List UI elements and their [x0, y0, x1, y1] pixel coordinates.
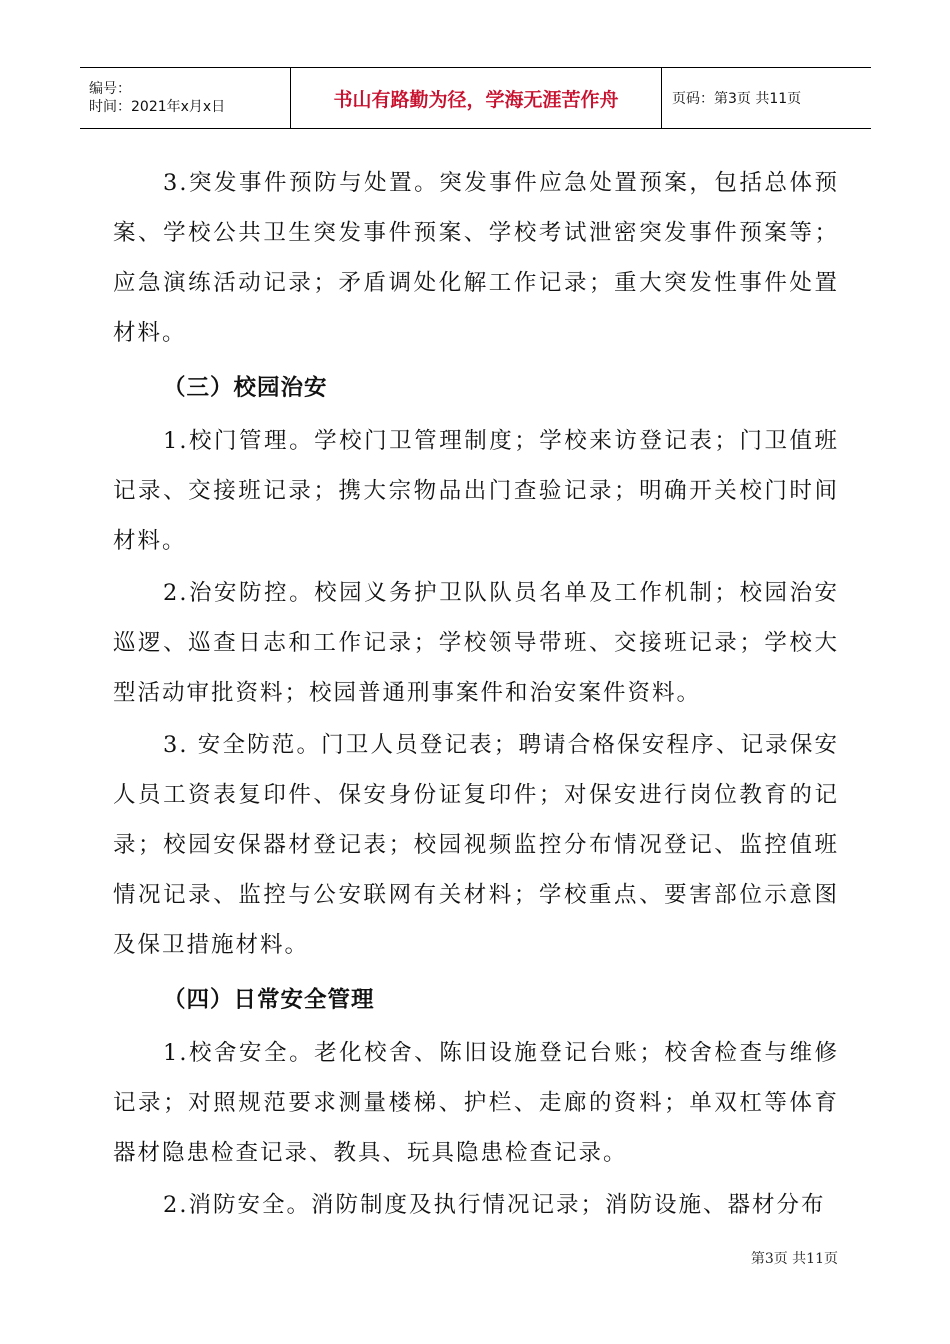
- header-meta: [80, 68, 291, 129]
- document-body: [113, 158, 839, 1232]
- paragraph-security-prevention: 3. 安全防范。门卫人员登记表；聘请合格保安程序、记录保安人员工资表复印件、保安身份证复印件；对保安进行岗位教育的记录；校园安保器材登记表；校园视频监控分布情况登记、监控值班情况记录、监控与公安联网有关材料；学校重点、要害部位示意图及保卫措施材料。: [113, 732, 839, 958]
- paragraph-emergency-handling: 3.突发事件预防与处置。突发事件应急处置预案，包括总体预案、学校公共卫生突发事件预案、学校考试泄密突发事件预案等；应急演练活动记录；矛盾调处化解工作记录；重大突发性事件处置材料。: [113, 170, 839, 346]
- paragraph-public-order-control: 2.治安防控。校园义务护卫队队员名单及工作机制；校园治安巡逻、巡查日志和工作记录；学校领导带班、交接班记录；学校大型活动审批资料；校园普通刑事案件和治安案件资料。: [113, 580, 839, 706]
- document-number-label: 编号：: [89, 81, 131, 97]
- document-date: 时间：2021年x月x日: [89, 99, 226, 115]
- header-motto: 书山有路勤为径，学海无涯苦作舟: [291, 68, 662, 129]
- paragraph-building-safety: 1.校舍安全。老化校舍、陈旧设施登记台账；校舍检查与维修记录；对照规范要求测量楼梯、护栏、走廊的资料；单双杠等体育器材隐患检查记录、教具、玩具隐患检查记录。: [113, 1040, 839, 1166]
- paragraph-fire-safety: 2.消防安全。消防制度及执行情况记录；消防设施、器材分布: [163, 1192, 826, 1218]
- section-campus-security-title: （三）校园治安: [163, 375, 328, 401]
- header-page-info: 页码：第3页 共11页: [662, 68, 872, 129]
- paragraph-gate-management: 1.校门管理。学校门卫管理制度；学校来访登记表；门卫值班记录、交接班记录；携大宗物品出门查验记录；明确开关校门时间材料。: [113, 428, 839, 554]
- page-footer-number: 第3页 共11页: [750, 1251, 838, 1267]
- section-daily-safety-title: （四）日常安全管理: [163, 987, 375, 1013]
- page-header: [80, 67, 871, 129]
